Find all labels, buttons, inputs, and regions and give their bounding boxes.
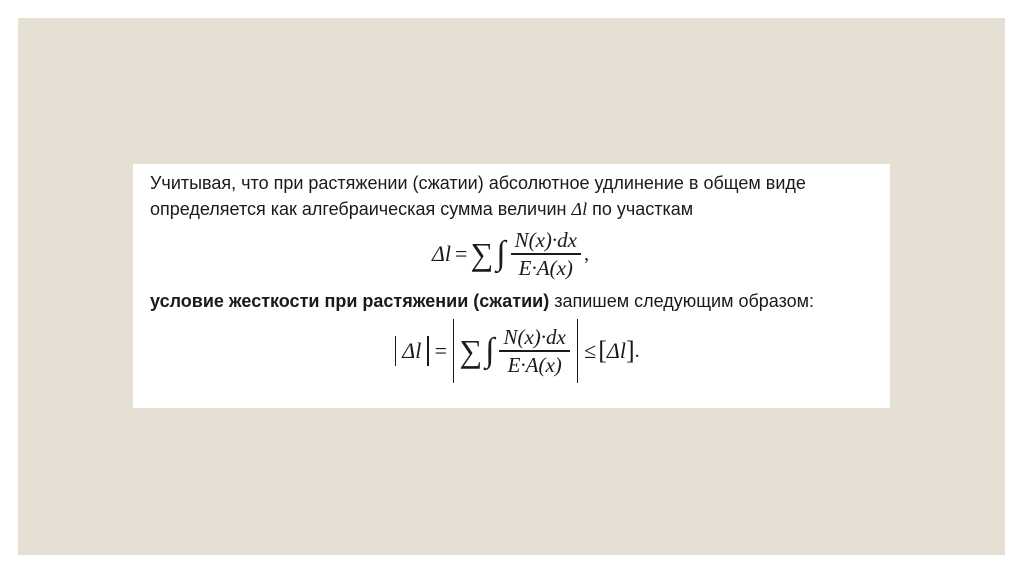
abs-bar-right	[427, 336, 428, 366]
stiffness-formula	[391, 318, 640, 384]
abs-bar-big-left	[453, 319, 454, 383]
equals-sign: =	[455, 241, 468, 266]
equals-sign-2: =	[434, 338, 448, 363]
integral-symbol-2: ∫	[485, 332, 495, 369]
integral-symbol: ∫	[496, 235, 506, 272]
open-bracket: [	[598, 336, 607, 365]
formula-lhs: Δl	[432, 241, 452, 266]
formula2-rhs: Δl	[606, 338, 626, 363]
fraction-2-numerator: N(x)·dx	[503, 325, 566, 350]
elongation-formula	[430, 222, 589, 286]
leq-sign: ≤	[584, 338, 597, 363]
paragraph-line-1	[150, 170, 806, 196]
paragraph-line-2	[150, 196, 693, 222]
fraction-2-denominator: E·A(x)	[507, 352, 562, 377]
sum-symbol: ∑	[470, 235, 494, 272]
stiffness-condition-text: запишем следующим образом:	[549, 291, 815, 311]
stiffness-condition-bold: условие жесткости при растяжении (сжатии)	[150, 291, 550, 311]
formula-trailing-comma: ,	[583, 242, 589, 265]
abs-bar-big-right	[577, 319, 578, 383]
fraction	[511, 227, 581, 280]
formula2-trailing-period: .	[634, 339, 640, 362]
paragraph-line-2-tail: по участкам	[592, 199, 694, 219]
paragraph-line-3	[150, 288, 814, 314]
fraction-denominator: E·A(x)	[518, 255, 573, 280]
delta-l-symbol: Δl	[571, 199, 588, 219]
paragraph-line-2-text: определяется как алгебраическая сумма величин	[150, 199, 567, 219]
fraction-2	[499, 324, 569, 377]
content-image	[133, 164, 890, 408]
formula2-lhs: Δl	[402, 338, 422, 363]
paragraph-line-1-text: Учитывая, что при растяжении (сжатии) абсолютное удлинение в общем виде	[150, 173, 806, 193]
fraction-numerator: N(x)·dx	[514, 228, 577, 253]
abs-bar-left	[395, 336, 396, 366]
close-bracket: ]	[625, 336, 635, 365]
sum-symbol-2: ∑	[459, 332, 483, 369]
